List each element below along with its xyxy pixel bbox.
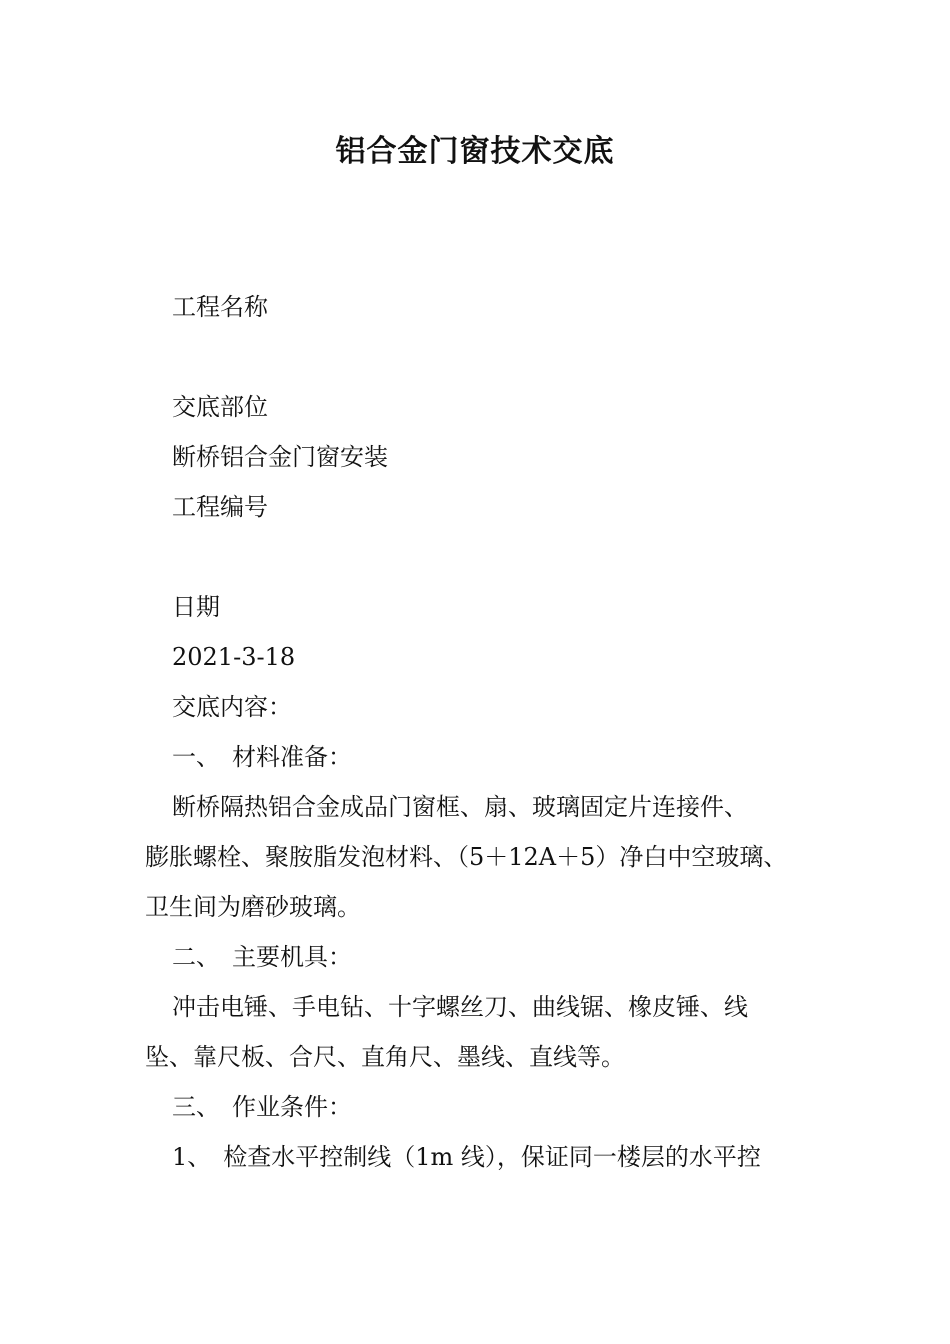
section-heading-tools: 二、 主要机具： (172, 943, 352, 971)
content-label: 交底内容： (172, 693, 292, 721)
location-value: 断桥铝合金门窗安装 (172, 443, 388, 471)
paragraph-line: 坠、靠尺板、合尺、直角尺、墨线、直线等。 (145, 1043, 625, 1071)
paragraph-line: 冲击电锤、手电钻、十字螺丝刀、曲线锯、橡皮锤、线 (172, 993, 748, 1021)
project-no-label: 工程编号 (172, 493, 268, 521)
date-label: 日期 (172, 593, 220, 621)
project-name-label: 工程名称 (172, 293, 268, 321)
paragraph-line: 卫生间为磨砂玻璃。 (145, 893, 361, 921)
date-value: 2021-3-18 (172, 643, 296, 671)
paragraph-line: 1、 检查水平控制线（1m 线），保证同一楼层的水平控 (172, 1143, 761, 1171)
location-label: 交底部位 (172, 393, 268, 421)
paragraph-line: 断桥隔热铝合金成品门窗框、扇、玻璃固定片连接件、 (172, 793, 748, 821)
paragraph-line: 膨胀螺栓、聚胺脂发泡材料、（5＋12A＋5）净白中空玻璃、 (145, 843, 788, 871)
document-title: 铝合金门窗技术交底 (335, 134, 615, 169)
section-heading-materials: 一、 材料准备： (172, 743, 352, 771)
section-heading-conditions: 三、 作业条件： (172, 1093, 352, 1121)
